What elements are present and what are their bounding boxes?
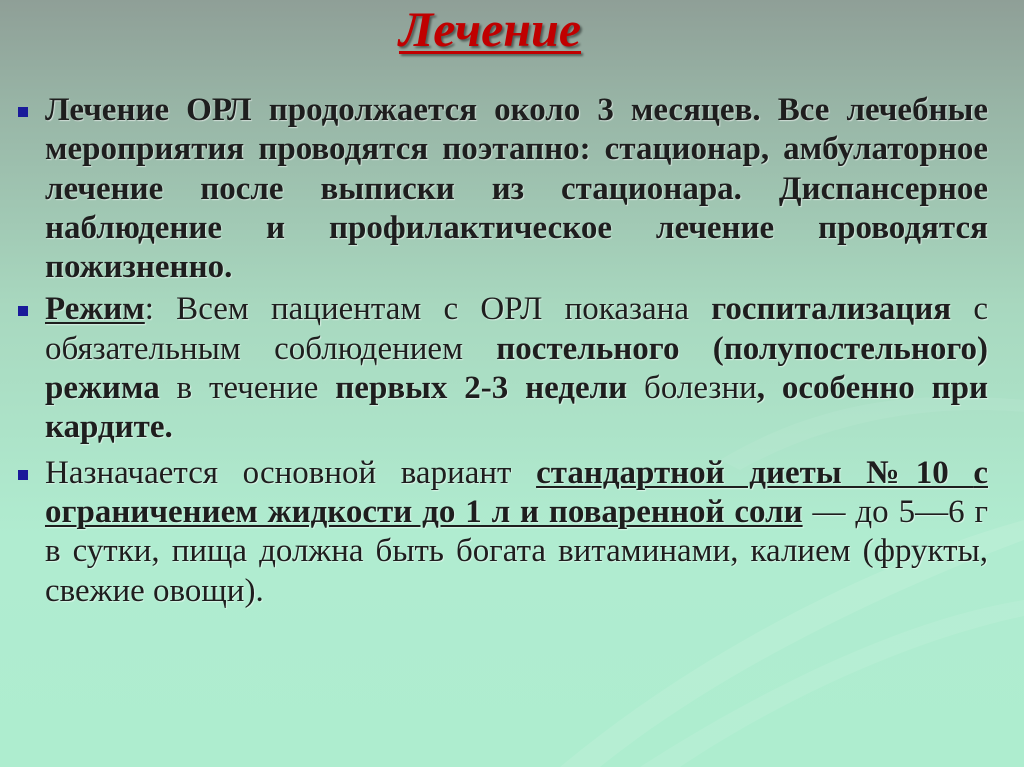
text-segment: в течение	[159, 370, 336, 407]
square-bullet-icon	[18, 306, 28, 316]
carditis-term: , особенно при кардите.	[45, 370, 988, 446]
bullet-text	[45, 454, 988, 611]
bullet-regime	[18, 290, 988, 447]
bullet-treatment-duration	[18, 91, 988, 287]
text-segment: болезни	[627, 370, 757, 407]
bullet-text	[45, 290, 988, 447]
regime-colon: :	[144, 291, 154, 328]
square-bullet-icon	[18, 470, 28, 480]
bullet-diet	[18, 454, 988, 611]
bullet-list	[18, 91, 988, 611]
fluid-salt-limit-term: с ограничением жидкости до 1 л и поваренной соли	[45, 454, 988, 530]
slide-title: Лечение	[398, 1, 582, 57]
text-segment: Назначается основной вариант	[45, 454, 537, 491]
weeks-term: первых 2-3 недели	[335, 370, 628, 407]
text-segment: с обязательным соблюдением	[45, 291, 988, 367]
text-segment: — до 5—6 г в сутки, пища должна быть богата витаминами, калием (фрукты, свежие овощи).	[45, 493, 988, 609]
hospitalization-term: госпитализация	[711, 291, 952, 328]
bullet-text: Лечение ОРЛ продолжается около 3 месяцев. Все лечебные мероприятия проводятся поэтапно: стационар, амбулаторное лечение после выписки из стационара. Диспансерное наблюдение и профилактическое лечение проводятся пожизненно.	[45, 92, 988, 286]
bed-rest-term: постельного (полупостельного) режима	[45, 330, 988, 407]
square-bullet-icon	[18, 107, 28, 117]
regime-label: Режим	[45, 291, 145, 328]
text-segment: Всем пациентам с ОРЛ показана	[153, 291, 712, 328]
diet-term: стандартной диеты №10	[536, 454, 974, 491]
